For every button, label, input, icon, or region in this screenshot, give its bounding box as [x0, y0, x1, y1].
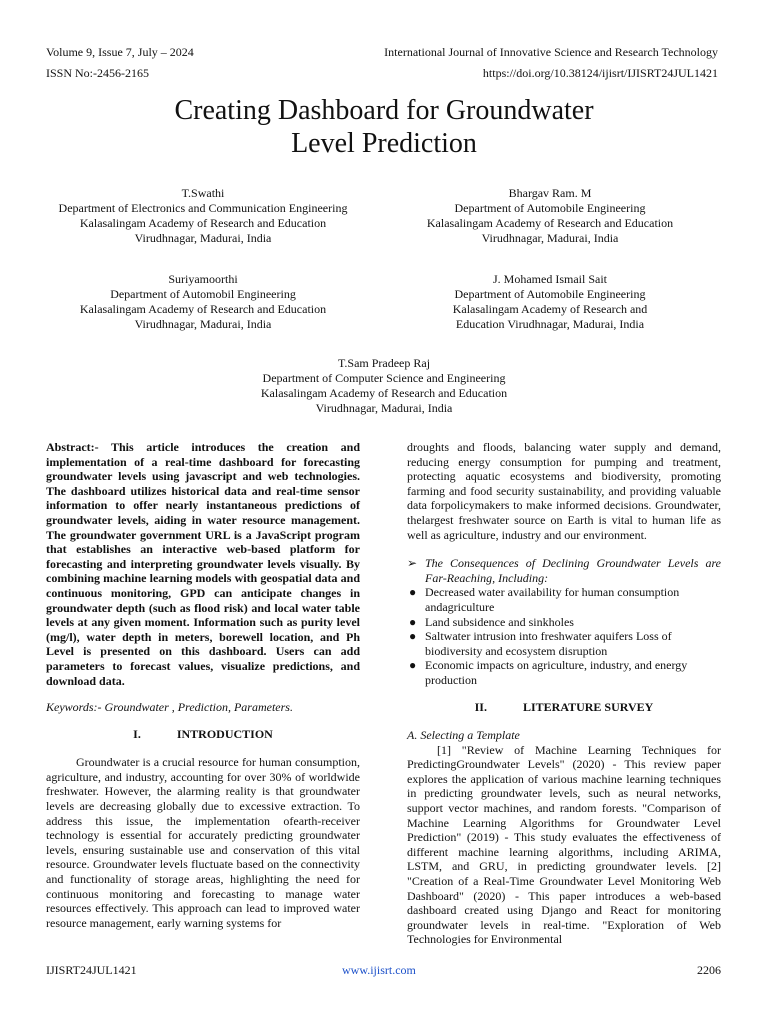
consequences-list [407, 585, 721, 687]
journal-name: International Journal of Innovative Science and Research Technology [384, 45, 718, 59]
bullet-icon: ● [409, 614, 417, 629]
list-item [407, 615, 721, 630]
author-loc: Virudhnagar, Madurai, India [315, 401, 453, 415]
title-line-1: Creating Dashboard for Groundwater [174, 95, 594, 126]
author-inst: Kalasalingam Academy of Research and Education [79, 216, 327, 230]
footer-page-number: 2206 [697, 963, 721, 977]
list-item-text: Economic impacts on agriculture, industry, and energy production [425, 658, 688, 687]
list-item [407, 629, 721, 658]
author-block-4 [400, 272, 700, 332]
author-name: Bhargav Ram. M [508, 186, 592, 200]
keywords: Keywords:- Groundwater , Prediction, Parameters. [46, 700, 293, 715]
title-line-2: Level Prediction [291, 128, 477, 159]
list-item [407, 585, 721, 614]
section-heading-literature-survey [407, 700, 721, 715]
section-number: I. [133, 726, 141, 741]
bullet-icon: ● [409, 629, 417, 644]
author-dept: Department of Computer Science and Engineering [262, 371, 506, 385]
author-loc: Virudhnagar, Madurai, India [134, 317, 272, 331]
footer-paper-id: IJISRT24JUL1421 [46, 963, 137, 977]
doi-link[interactable]: https://doi.org/10.38124/ijisrt/IJISRT24JUL1421 [482, 66, 718, 80]
consequences-heading [407, 556, 721, 585]
author-dept: Department of Automobile Engineering [454, 201, 646, 215]
author-block-1 [30, 186, 376, 246]
author-dept: Department of Automobile Engineering [454, 287, 646, 301]
author-inst: Kalasalingam Academy of Research and Education [260, 386, 508, 400]
consequences-title: The Consequences of Declining Groundwater Levels are Far-Reaching, Including: [425, 556, 721, 585]
paper-title [0, 94, 768, 160]
author-inst: Kalasalingam Academy of Research and [452, 302, 648, 316]
list-item-text: Land subsidence and sinkholes [425, 614, 574, 629]
author-inst: Kalasalingam Academy of Research and Education [79, 302, 327, 316]
footer-website-link[interactable]: www.ijisrt.com [342, 963, 416, 977]
author-name: Suriyamoorthi [168, 272, 238, 286]
section-heading-introduction [46, 727, 360, 742]
list-item-text: Decreased water availability for human consumption andagriculture [425, 585, 680, 614]
author-name: T.Swathi [181, 186, 225, 200]
list-item-text: Saltwater intrusion into freshwater aquifers Loss of biodiversity and ecosystem disruption [425, 629, 672, 658]
author-loc: Virudhnagar, Madurai, India [481, 231, 619, 245]
literature-text: [1] "Review of Machine Learning Techniques for PredictingGroundwater Levels" (2020) - This review paper explores the application of various machine learning techniques in predicting groundwater levels, such as neural networks, support vector machines, and random forests. "Comparison of Machine Learning Algorithms for Groundwater Level Prediction" (2019) - This study evaluates the effectiveness of different machine learning algorithms, including ARIMA, LSTM, and GRU, in predicting groundwater levels. [2] "Creation of a Real-Time Groundwater Level Monitoring Web Dashboard" (2020) - This paper introduces a web-based dashboard created using Django and React for monitoring groundwater levels in real-time. "Exploration of Web Technologies for Environmental [407, 742, 721, 947]
section-title: INTRODUCTION [176, 726, 273, 741]
author-block-3 [30, 272, 376, 332]
subsection-heading: A. Selecting a Template [407, 728, 520, 743]
bullet-icon: ● [409, 585, 417, 600]
author-dept: Department of Electronics and Communication Engineering [58, 201, 348, 215]
abstract: Abstract:- This article introduces the creation and implementation of a real-time dashboard for forecasting groundwater levels using javascript and web technologies. The dashboard utilizes historical data and real-time sensor information to offer nearly instantaneous predictions of groundwater levels, aiding in water resource management. The groundwater government URL is a JavaScript program that establishes an interactive web-based platform for forecasting and interpreting groundwater levels visually. By combining machine learning models with geospatial data and continuous monitoring, GPD can anticipate changes in groundwater depth (such as flood risk) and local water table levels at any given moment. Information such as purity level (mg/l), water depth in meters, borewell location, and Ph Level is presented on this dashboard. Users can add parameters to forecast values, visualize predictions, and download data. [46, 440, 360, 688]
author-block-5 [0, 356, 768, 416]
volume-info: Volume 9, Issue 7, July – 2024 [46, 45, 194, 59]
arrow-bullet-icon: ➢ [407, 556, 418, 571]
author-name: T.Sam Pradeep Raj [337, 356, 431, 370]
issn: ISSN No:-2456-2165 [46, 66, 150, 80]
author-loc: Education Virudhnagar, Madurai, India [455, 317, 645, 331]
author-name: J. Mohamed Ismail Sait [493, 272, 607, 286]
list-item [407, 658, 721, 687]
section-title: LITERATURE SURVEY [522, 699, 654, 714]
introduction-continued: droughts and floods, balancing water supply and demand, reducing energy consumption for pumping and treatment, protecting aquatic ecosystems and biodiversity, promoting farming and food security sustainability, and providing valuable data forpolicymakers to make informed decisions. Groundwater, thelargest freshwater source on Earth is vital to human life as well as agriculture, industry and our environment. [407, 440, 721, 542]
author-loc: Virudhnagar, Madurai, India [134, 231, 272, 245]
section-number: II. [474, 699, 487, 714]
author-dept: Department of Automobil Engineering [110, 287, 296, 301]
author-inst: Kalasalingam Academy of Research and Education [426, 216, 674, 230]
author-block-2 [400, 186, 700, 246]
bullet-icon: ● [409, 658, 417, 673]
left-column [46, 440, 360, 930]
introduction-text: Groundwater is a crucial resource for human consumption, agriculture, and industry, accounting for over 30% of worldwide freshwater. However, the alarming reality is that groundwater levels are decreasing globally due to excessive extraction. To address this issue, the implementation ofearth-receiver technology is essential for accurately predicting groundwater levels, ensuring sustainable use and conservation of this vital resource. Groundwater levels fluctuate based on the connectivity and functionality of storage areas, highlighting the need for continuous monitoring and forecasting to manage water resources effectively. This approach can lead to improved water resource management, early warning systems for [46, 755, 360, 930]
right-column [407, 440, 721, 947]
